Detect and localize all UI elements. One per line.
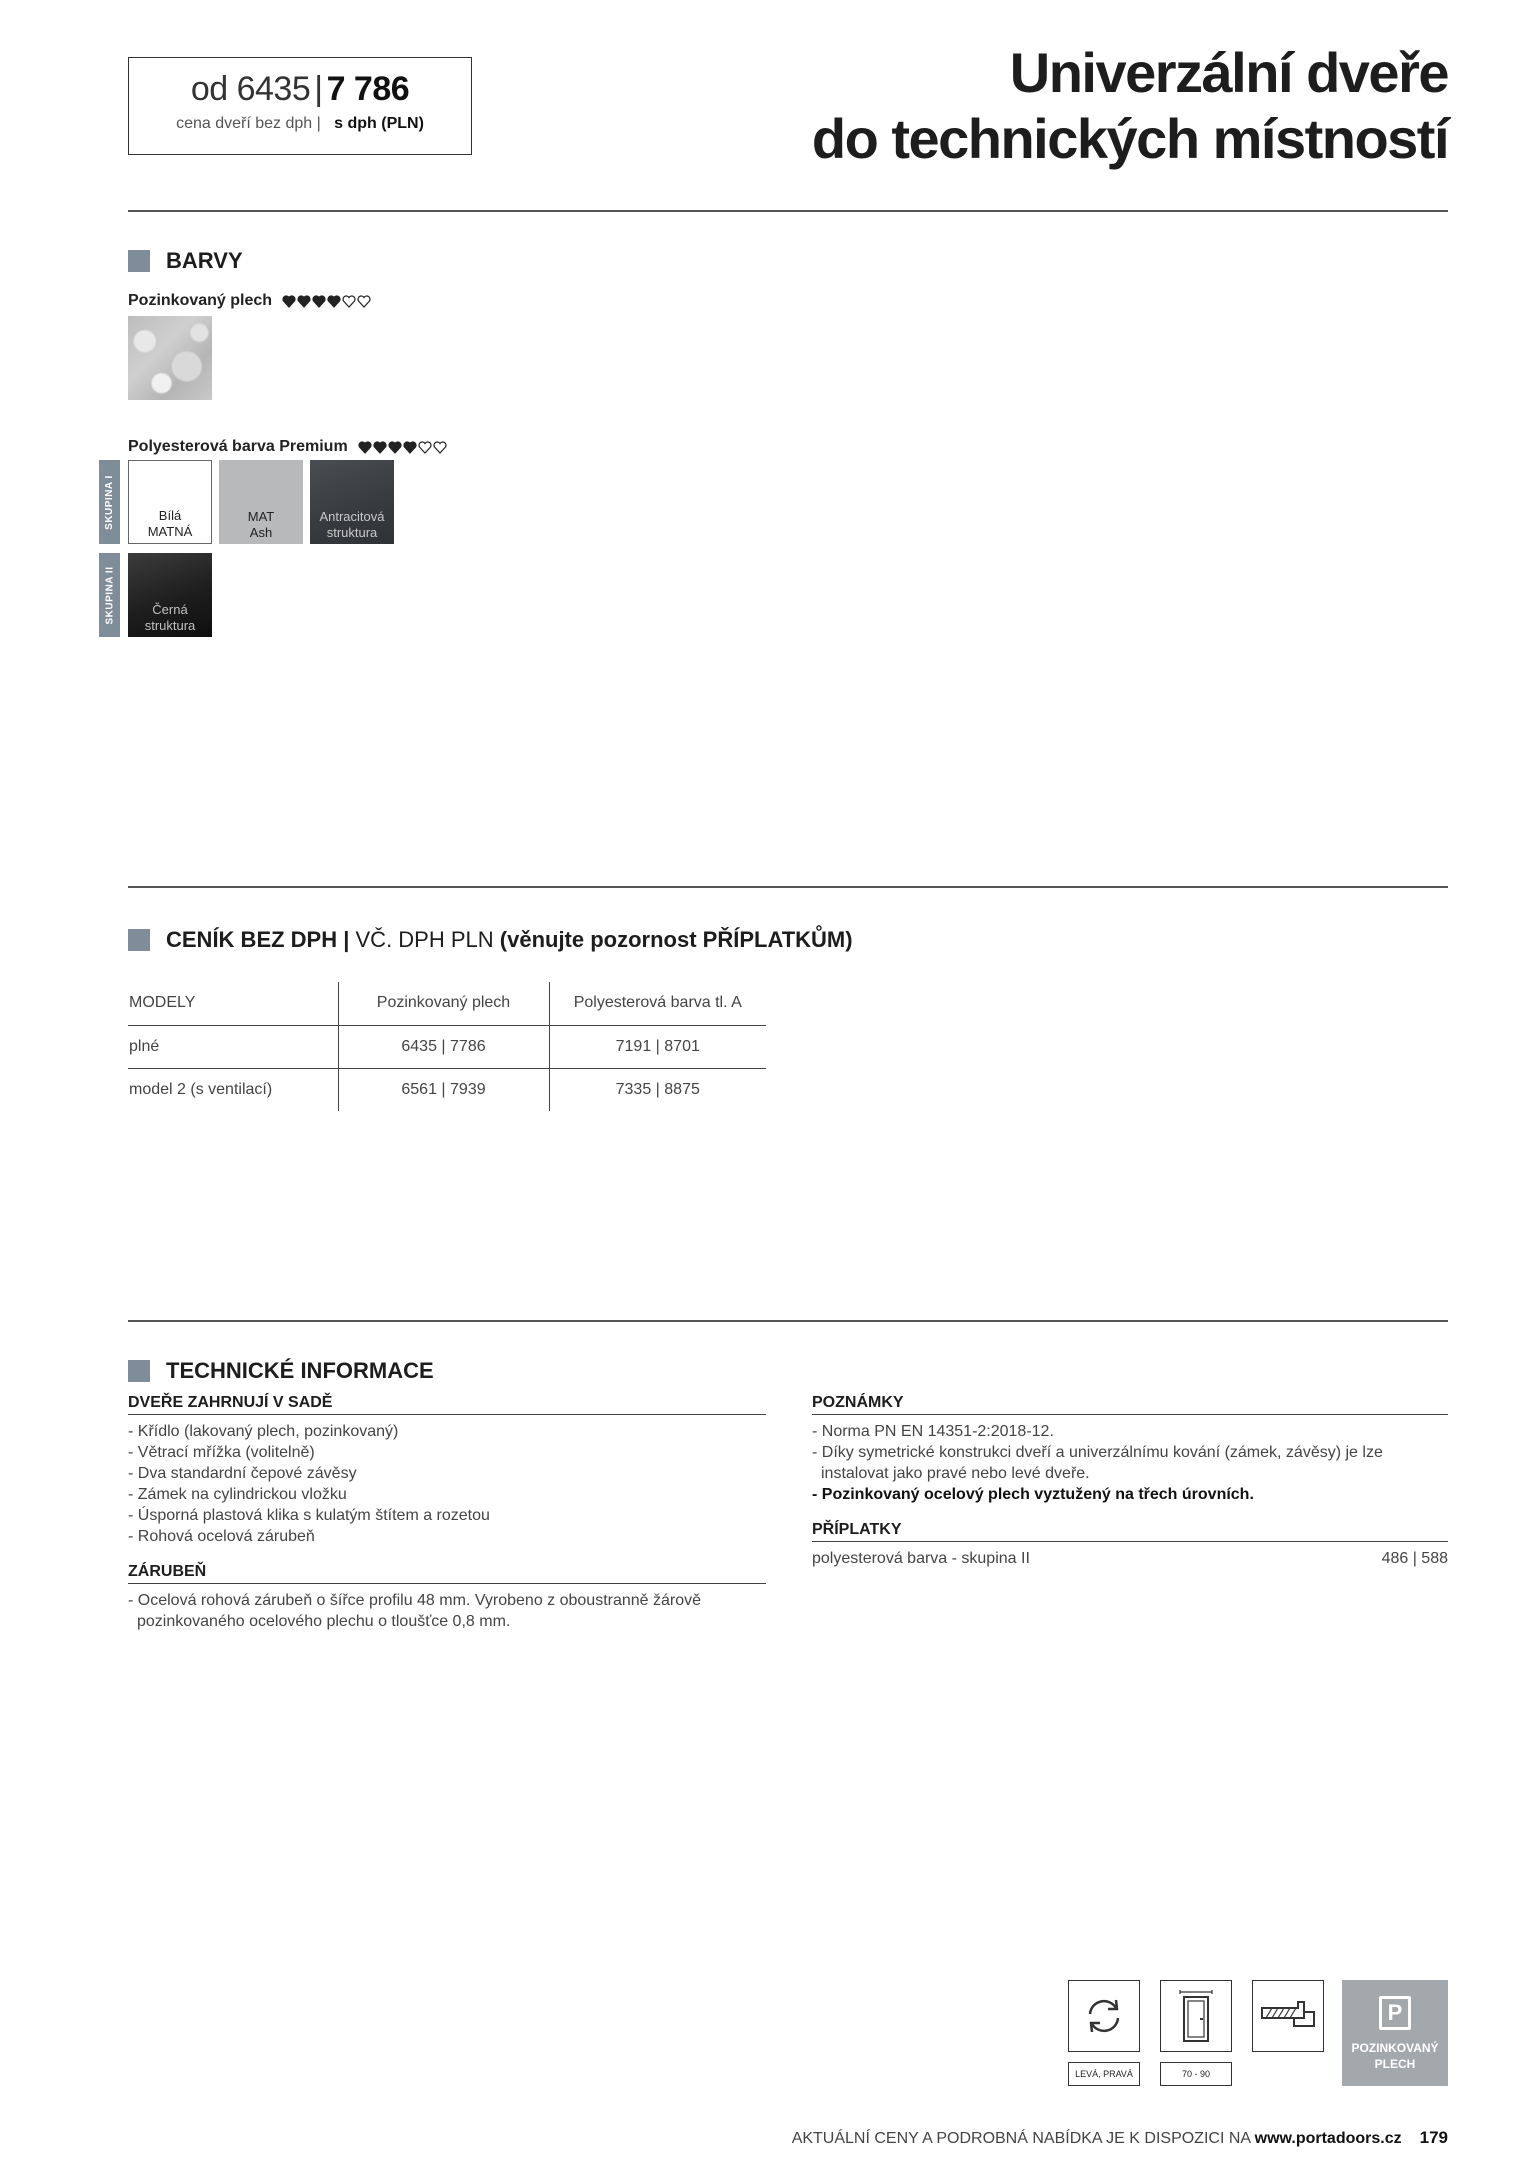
pricelist-heading-bold: CENÍK BEZ DPH |	[166, 927, 350, 952]
list-item: - Norma PN EN 14351-2:2018-12.	[812, 1423, 1054, 1440]
colors-heading-text: BARVY	[166, 248, 243, 273]
footer	[792, 2128, 1448, 2148]
group2-tab-label: SKUPINA II	[104, 566, 115, 624]
price-gross-label: s dph (PLN)	[334, 115, 424, 132]
reversible-caption: LEVÁ, PRAVÁ	[1068, 2062, 1140, 2086]
corner-frame-icon	[1252, 1980, 1324, 2052]
tech-heading-text: TECHNICKÉ INFORMACE	[166, 1358, 434, 1383]
section-marker-icon	[128, 250, 150, 272]
frame-title: ZÁRUBEŇ	[128, 1563, 766, 1584]
included-list	[128, 1421, 766, 1547]
tech-right-column	[812, 1394, 1448, 1569]
pricelist-heading	[128, 927, 853, 953]
footer-text: AKTUÁLNÍ CENY A PODROBNÁ NABÍDKA JE K DISPOZICI NA	[791, 2130, 1255, 2147]
heart-filled-icon	[373, 441, 387, 454]
page-title-line2: do technických místností	[811, 107, 1448, 170]
table-header: Polyesterová barva tl. A	[573, 994, 742, 1012]
included-title: DVEŘE ZAHRNUJÍ V SADĚ	[128, 1394, 766, 1415]
table-cell: 6435 | 7786	[338, 1025, 549, 1068]
price-gross: 7 786	[326, 70, 410, 108]
polyester-label-text: Polyesterová barva Premium	[128, 438, 348, 455]
reversible-arrows-icon	[1068, 1980, 1140, 2052]
divider	[128, 1320, 1448, 1322]
list-item: - Rohová ocelová zárubeň	[128, 1528, 315, 1545]
group2-tab	[99, 553, 120, 637]
swatch-label: Ash	[249, 525, 273, 540]
heart-filled-icon	[297, 295, 311, 308]
price-table	[128, 982, 766, 1111]
galvanized-label	[128, 292, 371, 310]
list-item: - Ocelová rohová zárubeň o šířce profilu 48 mm. Vyrobeno z oboustranně žárově pozinkovaného ocelového plechu o tloušťce 0,8 mm.	[128, 1592, 702, 1630]
list-item: - Pozinkovaný ocelový plech vyztužený na třech úrovních.	[812, 1486, 1254, 1503]
heart-filled-icon	[403, 441, 417, 454]
list-item: - Úsporná plastová klika s kulatým štítem a rozetou	[128, 1507, 490, 1524]
table-cell: plné	[128, 1025, 338, 1068]
table-header-row	[128, 982, 766, 1025]
swatch-label: Antracitová	[319, 509, 385, 524]
table-cell: 7191 | 8701	[549, 1025, 766, 1068]
list-item: - Křídlo (lakovaný plech, pozinkovaný)	[128, 1423, 399, 1440]
table-cell: 7335 | 8875	[549, 1068, 766, 1111]
heart-filled-icon	[388, 441, 402, 454]
swatch-white-matte	[128, 460, 212, 544]
price-labels	[129, 115, 471, 133]
heart-empty-icon	[342, 295, 356, 308]
divider	[128, 886, 1448, 888]
section-marker-icon	[128, 1360, 150, 1382]
heart-filled-icon	[312, 295, 326, 308]
footer-link[interactable]: www.portadoors.cz	[1254, 2130, 1402, 2147]
table-cell: model 2 (s ventilací)	[128, 1068, 338, 1111]
galvanized-badge	[1342, 1980, 1448, 2086]
heart-empty-icon	[357, 295, 371, 308]
section-marker-icon	[128, 929, 150, 951]
table-row	[128, 1025, 766, 1068]
swatch-label: Černá	[152, 602, 188, 617]
tech-left-column	[128, 1394, 766, 1632]
swatch-label: MATNÁ	[147, 524, 193, 539]
table-row	[128, 1068, 766, 1111]
page-title	[812, 40, 1448, 172]
swatch-black	[128, 553, 212, 637]
notes-list	[812, 1421, 1448, 1505]
heart-filled-icon	[282, 295, 296, 308]
galvanized-badge-line1: POZINKOVANÝ	[1351, 2041, 1439, 2055]
galvanized-badge-line2: PLECH	[1374, 2057, 1416, 2071]
heart-empty-icon	[433, 441, 447, 454]
list-item: - Díky symetrické konstrukci dveří a univerzálnímu kování (zámek, závěsy) je lze instalovat jako pravé nebo levé dveře.	[812, 1444, 1383, 1482]
group1-tab	[99, 460, 120, 544]
swatch-label: struktura	[144, 618, 196, 633]
price-net-label: cena dveří bez dph |	[176, 115, 321, 132]
galvanized-badge-icon: P	[1379, 1996, 1411, 2030]
heart-filled-icon	[358, 441, 372, 454]
surcharges-title: PŘÍPLATKY	[812, 1521, 1448, 1542]
price-separator: |	[314, 70, 323, 108]
swatch-label: Bílá	[158, 508, 182, 523]
divider	[128, 210, 1448, 212]
galvanized-rating	[282, 295, 371, 308]
surcharge-row	[812, 1548, 1448, 1569]
page-number: 179	[1419, 2128, 1448, 2147]
price-net: od 6435	[190, 70, 311, 108]
surcharge-value: 486 | 588	[1381, 1550, 1448, 1567]
page-title-line1: Univerzální dveře	[1009, 41, 1448, 104]
pricelist-heading-note: (věnujte pozornost PŘÍPLATKŮM)	[499, 927, 853, 952]
heart-filled-icon	[327, 295, 341, 308]
swatch-mat-ash	[219, 460, 303, 544]
notes-title: POZNÁMKY	[812, 1394, 1448, 1415]
polyester-rating	[358, 441, 447, 454]
door-width-caption: 70 - 90	[1160, 2062, 1232, 2086]
polyester-label	[128, 438, 447, 456]
price-box	[128, 57, 472, 155]
list-item: - Zámek na cylindrickou vložku	[128, 1486, 347, 1503]
colors-heading	[128, 248, 243, 274]
swatch-label: MAT	[247, 509, 275, 524]
list-item: - Dva standardní čepové závěsy	[128, 1465, 357, 1482]
group1-tab-label: SKUPINA I	[104, 474, 116, 530]
galvanized-label-text: Pozinkovaný plech	[128, 292, 273, 309]
tech-heading	[128, 1358, 434, 1384]
price-main	[129, 70, 471, 109]
table-header: Pozinkovaný plech	[338, 982, 549, 1025]
pricelist-heading-normal: VČ. DPH PLN	[349, 927, 500, 952]
heart-empty-icon	[418, 441, 432, 454]
table-header: MODELY	[128, 982, 338, 1025]
swatch-label: struktura	[326, 525, 378, 540]
surcharge-label: polyesterová barva - skupina II	[812, 1550, 1030, 1567]
list-item: - Větrací mřížka (volitelně)	[128, 1444, 315, 1461]
swatch-anthracite	[310, 460, 394, 544]
frame-list	[128, 1590, 766, 1632]
table-cell: 6561 | 7939	[338, 1068, 549, 1111]
door-width-icon	[1160, 1980, 1232, 2052]
swatch-galvanized	[128, 316, 212, 400]
